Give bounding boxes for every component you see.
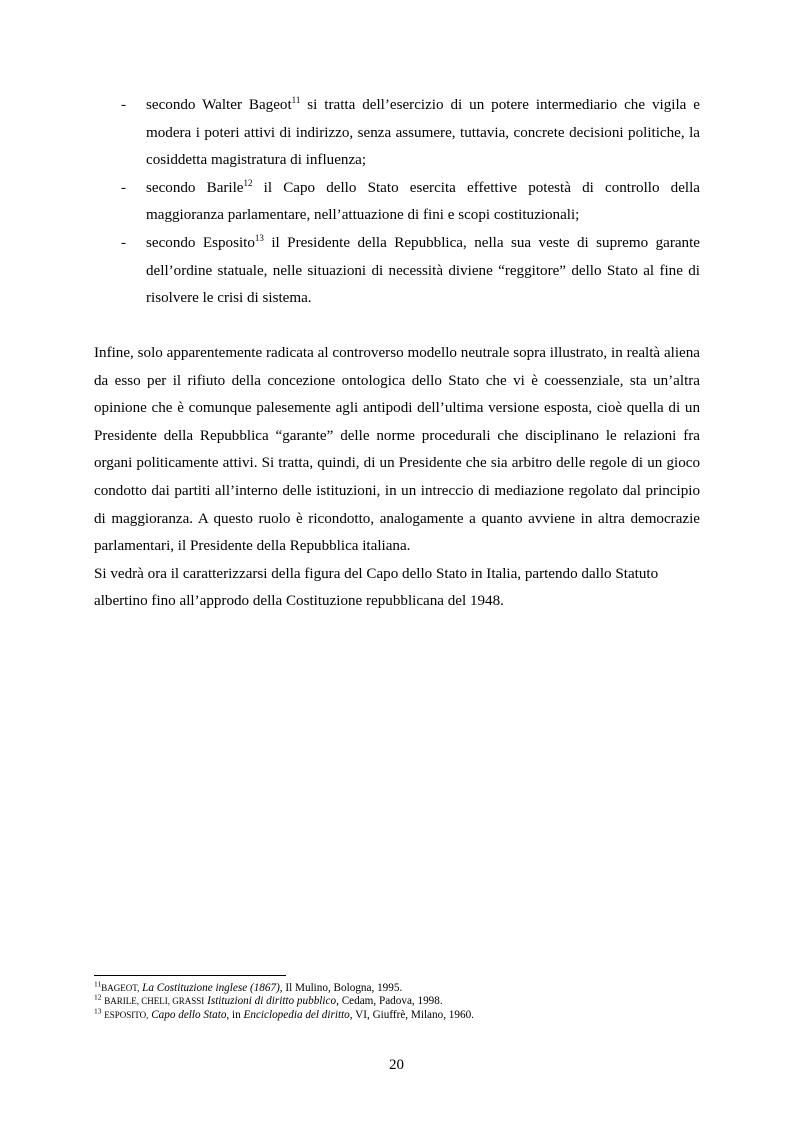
list-item-bageot: [118, 92, 700, 175]
footnote-connector: , in: [226, 1008, 244, 1021]
list-item-barile: [118, 175, 700, 230]
footnote-separator: [94, 975, 286, 976]
footnote-title: Istituzioni di diritto pubblico: [207, 995, 337, 1008]
footnote-publisher: Il Mulino, Bologna, 1995.: [282, 982, 403, 994]
list-dash: -: [121, 97, 127, 113]
footnote-11: [94, 979, 714, 995]
paragraph-transition: Si vedrà ora il caratterizzarsi della figura del Capo dello Stato in Italia, partendo dallo Statuto albertino fino all’approdo della Costituzione repubblicana del 1948.: [94, 565, 659, 610]
footnote-work: Enciclopedia del diritto: [243, 1008, 350, 1021]
list-item-esposito: [118, 230, 700, 313]
footnote-12: [94, 992, 714, 1008]
list-item-text: secondo Esposito: [146, 234, 255, 251]
list-dash: -: [121, 234, 127, 251]
footnote-ref-11[interactable]: 11: [291, 94, 301, 105]
footnote-title: La Costituzione inglese (1867),: [142, 982, 283, 994]
footnote-ref-13[interactable]: 13: [254, 232, 264, 243]
list-item-text: secondo Barile: [146, 179, 244, 196]
page-number: 20: [389, 1057, 404, 1073]
footnote-13: [94, 1006, 714, 1022]
footnotes: [94, 979, 714, 1022]
footnote-author: BARILE, CHELI, GRASSI: [104, 996, 205, 1007]
footnote-number: 12: [94, 992, 102, 1002]
footnote-author: ESPOSITO,: [104, 1009, 149, 1020]
list-item-text-cont: si tratta dell’esercizio di un potere intermediario che vigila e modera i poteri attivi di indirizzo, senza assumere, tuttavia, concrete decisioni politiche, la cosiddetta magistratura di influenza;: [146, 97, 700, 169]
footnote-title: Capo dello Stato: [151, 1008, 227, 1021]
footnote-number: 13: [94, 1006, 102, 1016]
footnote-publisher: , Cedam, Padova, 1998.: [336, 995, 443, 1008]
list-dash: -: [121, 179, 127, 196]
footnote-number: 11: [94, 979, 102, 989]
list-item-text-cont: il Capo dello Stato esercita effettive potestà di controllo della maggioranza parlamentare, nell’attuazione di fini e scopi costituzionali;: [146, 179, 700, 224]
list-item-text-cont: il Presidente della Repubblica, nella sua veste di supremo garante dell’ordine statuale, nelle situazioni di necessità diviene “reggitore” dello Stato al fine di risolvere le crisi di sistema.: [146, 234, 700, 307]
paragraph-guarantor: Infine, solo apparentemente radicata al controverso modello neutrale sopra illustrato, in realtà aliena da esso per il rifiuto della concezione ontologica dello Stato che vi è coessenziale, sta un’altra opinione che è comunque palesemente agli antipodi dell’ultima versione esposta, cioè quella di un Presidente della Repubblica “garante” delle norme procedurali che disciplinano le relazioni fra organi politicamente attivi. Si tratta, quindi, di un Presidente che sia arbitro delle regole di un gioco condotto dai partiti all’interno delle istituzioni, in un intreccio di mediazione regolato dal principio di maggioranza. A questo ruolo è ricondotto, analogamente a quanto avviene in altra democrazie parlamentari, il Presidente della Repubblica italiana.: [94, 345, 700, 555]
footnote-publisher: , VI, Giuffrè, Milano, 1960.: [349, 1008, 474, 1021]
footnote-ref-12[interactable]: 12: [243, 177, 253, 188]
list-item-text: secondo Walter Bageot: [146, 97, 292, 113]
footnote-author: BAGEOT,: [101, 983, 140, 993]
body-text: [94, 340, 700, 616]
opinions-list: [118, 92, 700, 313]
